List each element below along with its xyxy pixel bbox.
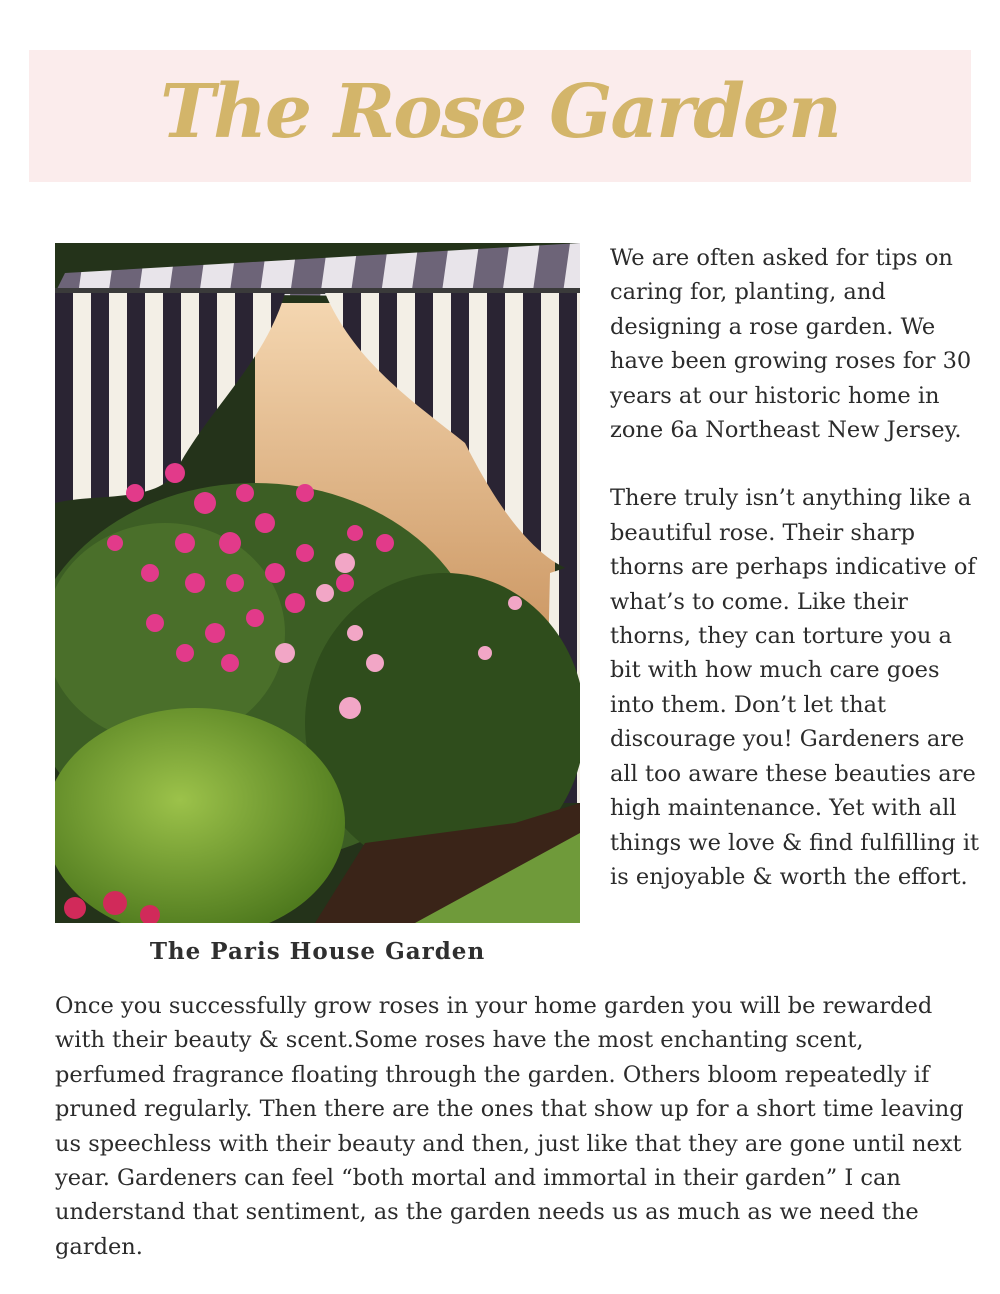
garden-photo [55,243,580,923]
intro-paragraph: We are often asked for tips on caring for, planting, and designing a rose garden. We have been growing roses for 30 years at our historic home in zone 6a Northeast New Jersey. [610,245,972,444]
photo-caption: The Paris House Garden [149,938,486,965]
garden-photo-illustration [55,243,580,923]
page-title: The Rose Garden [160,69,840,155]
closing-paragraph: Once you successfully grow roses in your home garden you will be rewarded with their beauty & scent.Some roses have the most enchanting scent, perfumed fragrance floating through the garden. Others bloom repeatedly if pruned regularly. Then there are the ones that show up for a short time leaving us speechless with their beauty and then, just like that they are gone until next year. Gardeners can feel “both mortal and immortal in their garden” I can understand that sentiment, as the garden needs us as much as we need the garden. [55,993,964,1260]
intro-column [610,241,982,894]
intro-paragraph: There truly isn’t anything like a beautiful rose. Their sharp thorns are perhaps indicative of what’s to come. Like their thorns, they can torture you a bit with how much care goes into them. Don’t let that discourage you! Gardeners are all too aware these beauties are high maintenance. Yet with all things we love & find fulfilling it is enjoyable & worth the effort. [610,485,980,890]
title-banner [29,50,971,182]
